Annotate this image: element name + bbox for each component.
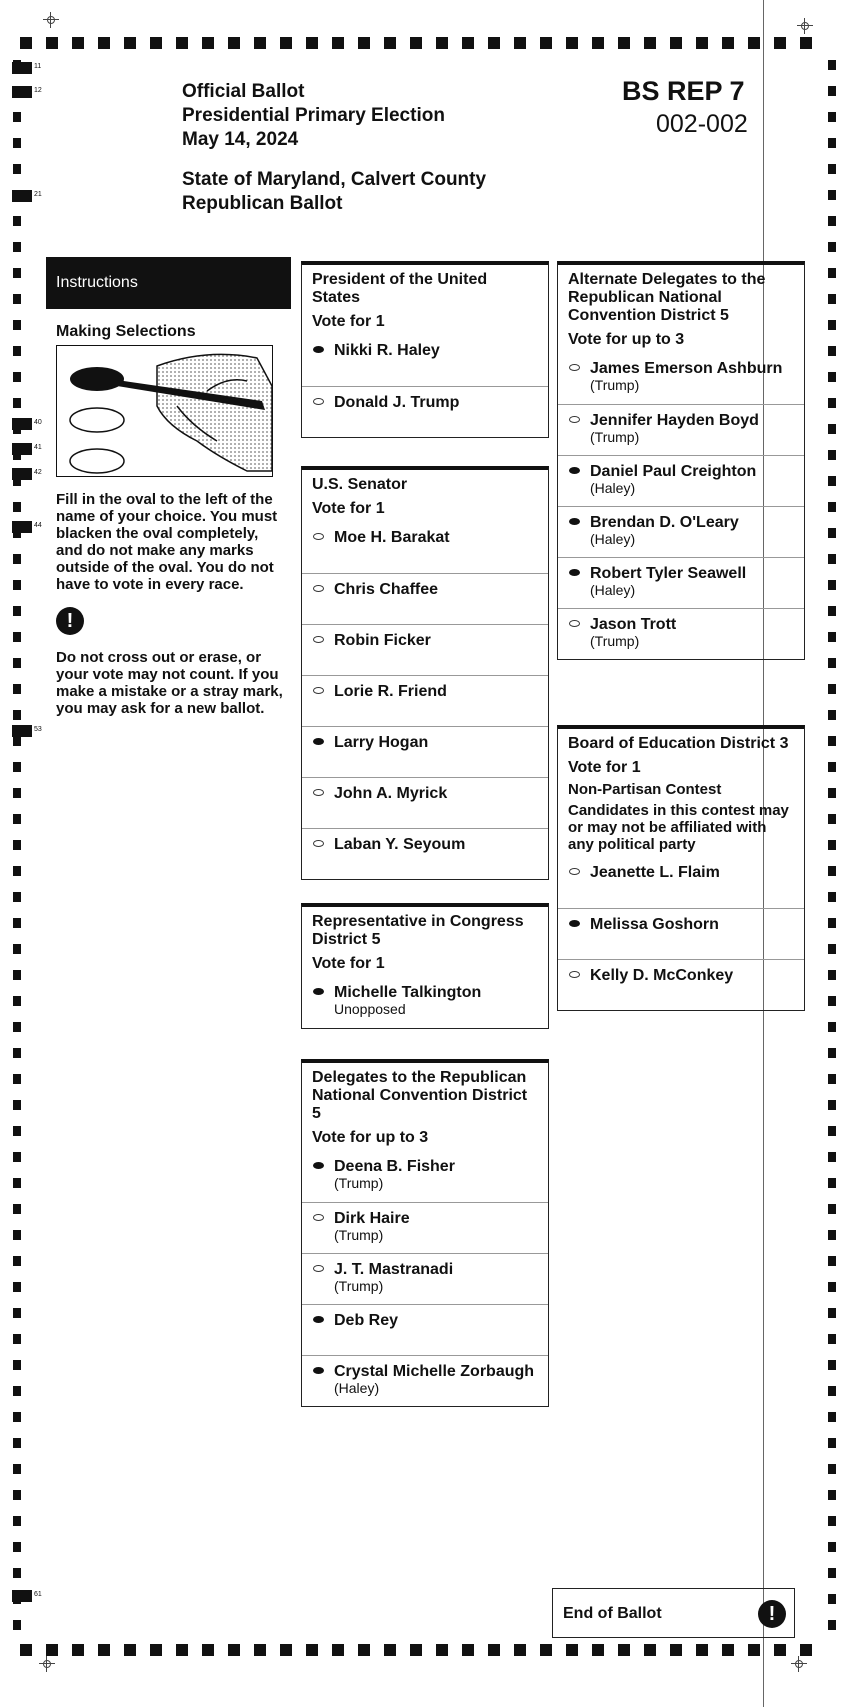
candidate-row[interactable] <box>558 908 804 959</box>
candidate-row[interactable] <box>302 1355 548 1406</box>
selection-oval[interactable] <box>569 620 580 627</box>
margin-number: 40 <box>34 419 42 426</box>
candidate-name: Robert Tyler Seawell <box>590 565 747 582</box>
timing-marks-bottom <box>20 1644 820 1656</box>
contest-president <box>301 261 549 438</box>
candidate-party: (Haley) <box>590 480 636 496</box>
contest-title: Board of Education District 3 <box>568 735 789 752</box>
selection-oval[interactable] <box>313 738 324 745</box>
margin-number: 12 <box>34 87 42 94</box>
candidate-row[interactable] <box>558 353 804 404</box>
candidate-name: Jason Trott <box>590 616 677 633</box>
vote-for: Vote for up to 3 <box>568 331 685 348</box>
non-partisan-label: Non-Partisan Contest <box>568 781 722 798</box>
precinct-code: 002-002 <box>656 110 748 138</box>
registration-mark-bottom-right <box>791 1656 807 1672</box>
candidate-name: Jennifer Hayden Boyd <box>590 412 759 429</box>
selection-oval[interactable] <box>313 533 324 540</box>
selection-oval[interactable] <box>569 416 580 423</box>
header-line: Republican Ballot <box>182 193 343 214</box>
hand-marking-oval-icon <box>57 346 272 476</box>
candidate-party: (Trump) <box>334 1278 384 1294</box>
candidate-row[interactable] <box>302 335 548 386</box>
selection-oval[interactable] <box>313 988 324 995</box>
candidate-row[interactable] <box>302 828 548 879</box>
contest-title: Alternate Delegates to the Republican National Convention District 5 <box>568 271 766 324</box>
timing-marks-right <box>828 60 836 1640</box>
candidate-party: (Haley) <box>334 1380 380 1396</box>
margin-mark <box>12 725 32 737</box>
margin-mark <box>12 62 32 74</box>
candidate-party: (Trump) <box>590 377 640 393</box>
margin-mark <box>12 468 32 480</box>
candidate-name: J. T. Mastranadi <box>334 1261 454 1278</box>
exclamation-icon: ! <box>56 607 84 635</box>
vote-for: Vote for 1 <box>312 313 385 330</box>
vote-for: Vote for 1 <box>568 759 641 776</box>
instructions-heading: Making Selections <box>56 323 196 340</box>
margin-number: 61 <box>34 1591 42 1598</box>
selection-oval[interactable] <box>313 1367 324 1374</box>
selection-oval[interactable] <box>569 467 580 474</box>
exclamation-icon: ! <box>758 1600 786 1628</box>
candidate-name: John A. Myrick <box>334 785 448 802</box>
candidate-row[interactable] <box>302 1253 548 1304</box>
margin-mark <box>12 190 32 202</box>
selection-oval[interactable] <box>569 518 580 525</box>
vote-for: Vote for 1 <box>312 500 385 517</box>
selection-oval[interactable] <box>313 840 324 847</box>
candidate-name: James Emerson Ashburn <box>590 360 783 377</box>
timing-marks-left <box>13 60 21 1640</box>
candidate-name: Brendan D. O'Leary <box>590 514 739 531</box>
candidate-name: Nikki R. Haley <box>334 342 440 359</box>
candidate-name: Robin Ficker <box>334 632 431 649</box>
contest-title: Representative in Congress District 5 <box>312 913 524 948</box>
candidate-row[interactable] <box>558 857 804 908</box>
selection-oval[interactable] <box>569 868 580 875</box>
selection-oval[interactable] <box>569 364 580 371</box>
candidate-row[interactable] <box>302 675 548 726</box>
contest-us-senator <box>301 466 549 880</box>
selection-oval[interactable] <box>313 1214 324 1221</box>
registration-mark-top-left <box>43 12 59 28</box>
selection-oval[interactable] <box>313 1316 324 1323</box>
instruction-illustration <box>56 345 273 477</box>
candidate-row[interactable] <box>558 959 804 1010</box>
affiliation-note: Candidates in this contest may or may not be affiliated with any political party <box>568 802 789 853</box>
contest-title: President of the United States <box>312 271 488 306</box>
candidate-name: Kelly D. McConkey <box>590 967 734 984</box>
registration-mark-top-right <box>797 18 813 34</box>
instructions-panel <box>46 257 291 717</box>
candidate-party: (Trump) <box>590 429 640 445</box>
selection-oval[interactable] <box>569 920 580 927</box>
candidate-row[interactable] <box>558 506 804 557</box>
candidate-name: Donald J. Trump <box>334 394 460 411</box>
candidate-name: Deb Rey <box>334 1312 399 1329</box>
margin-number: 53 <box>34 726 42 733</box>
selection-oval[interactable] <box>569 569 580 576</box>
candidate-row[interactable] <box>558 557 804 608</box>
instructions-text: Fill in the oval to the left of the name of your choice. You must blacken the oval completely, and do not make any marks outside of the oval. You do not have to vote in every race. <box>56 491 278 593</box>
candidate-name: Moe H. Barakat <box>334 529 450 546</box>
candidate-name: Deena B. Fisher <box>334 1158 455 1175</box>
candidate-row[interactable] <box>302 777 548 828</box>
candidate-party: (Haley) <box>590 582 636 598</box>
registration-mark-bottom-left <box>39 1656 55 1672</box>
contest-board-of-education <box>557 725 805 1011</box>
header-line: Official Ballot <box>182 81 305 102</box>
margin-mark <box>12 521 32 533</box>
header-line: State of Maryland, Calvert County <box>182 169 487 190</box>
candidate-row[interactable] <box>302 977 548 1028</box>
candidate-name: Lorie R. Friend <box>334 683 447 700</box>
end-of-ballot-box <box>552 1588 795 1638</box>
header-line: May 14, 2024 <box>182 129 299 150</box>
candidate-name: Jeanette L. Flaim <box>590 864 720 881</box>
candidate-party: (Trump) <box>334 1175 384 1191</box>
vote-for: Vote for 1 <box>312 955 385 972</box>
margin-mark <box>12 86 32 98</box>
contest-title: Delegates to the Republican National Convention District 5 <box>312 1069 528 1122</box>
candidate-name: Melissa Goshorn <box>590 916 719 933</box>
candidate-row[interactable] <box>302 573 548 624</box>
end-of-ballot-label: End of Ballot <box>563 1605 662 1622</box>
selection-oval[interactable] <box>313 1162 324 1169</box>
instructions-bar: Instructions <box>46 257 291 309</box>
candidate-name: Daniel Paul Creighton <box>590 463 757 480</box>
selection-oval[interactable] <box>313 789 324 796</box>
contest-alternate-delegates <box>557 261 805 660</box>
margin-number: 42 <box>34 469 42 476</box>
candidate-party: (Haley) <box>590 531 636 547</box>
selection-oval[interactable] <box>313 687 324 694</box>
contest-title: U.S. Senator <box>312 476 408 493</box>
contest-delegates <box>301 1059 549 1407</box>
selection-oval[interactable] <box>313 636 324 643</box>
candidate-name: Crystal Michelle Zorbaugh <box>334 1363 535 1380</box>
ballot-header <box>182 80 486 216</box>
margin-number: 11 <box>34 63 42 70</box>
selection-oval[interactable] <box>569 971 580 978</box>
warning-icon <box>56 607 291 635</box>
candidate-name: Dirk Haire <box>334 1210 410 1227</box>
candidate-row[interactable] <box>558 608 804 659</box>
candidate-name: Michelle Talkington <box>334 984 482 1001</box>
margin-mark <box>12 418 32 430</box>
candidate-name: Chris Chaffee <box>334 581 439 598</box>
margin-number: 44 <box>34 522 42 529</box>
candidate-row[interactable] <box>302 522 548 573</box>
selection-oval[interactable] <box>313 1265 324 1272</box>
selection-oval[interactable] <box>313 346 324 353</box>
candidate-row[interactable] <box>302 1151 548 1202</box>
candidate-row[interactable] <box>302 1304 548 1355</box>
margin-number: 21 <box>34 191 42 198</box>
contest-congress <box>301 903 549 1029</box>
candidate-row[interactable] <box>558 404 804 455</box>
candidate-party: Unopposed <box>334 1001 406 1017</box>
selection-oval[interactable] <box>313 398 324 405</box>
candidate-row[interactable] <box>302 386 548 437</box>
vote-for: Vote for up to 3 <box>312 1129 429 1146</box>
selection-oval[interactable] <box>313 585 324 592</box>
header-line: Presidential Primary Election <box>182 105 445 126</box>
candidate-row[interactable] <box>302 726 548 777</box>
margin-mark <box>12 443 32 455</box>
candidate-party: (Trump) <box>334 1227 384 1243</box>
candidate-name: Laban Y. Seyoum <box>334 836 466 853</box>
timing-marks-top <box>20 37 820 49</box>
candidate-row[interactable] <box>302 624 548 675</box>
candidate-row[interactable] <box>558 455 804 506</box>
candidate-row[interactable] <box>302 1202 548 1253</box>
warning-text: Do not cross out or erase, or your vote may not count. If you make a mistake or a stray mark, you may ask for a new ballot. <box>56 649 283 717</box>
margin-mark <box>12 1590 32 1602</box>
candidate-name: Larry Hogan <box>334 734 429 751</box>
ballot-style-code: BS REP 7 <box>622 76 745 106</box>
candidate-party: (Trump) <box>590 633 640 649</box>
margin-number: 41 <box>34 444 42 451</box>
